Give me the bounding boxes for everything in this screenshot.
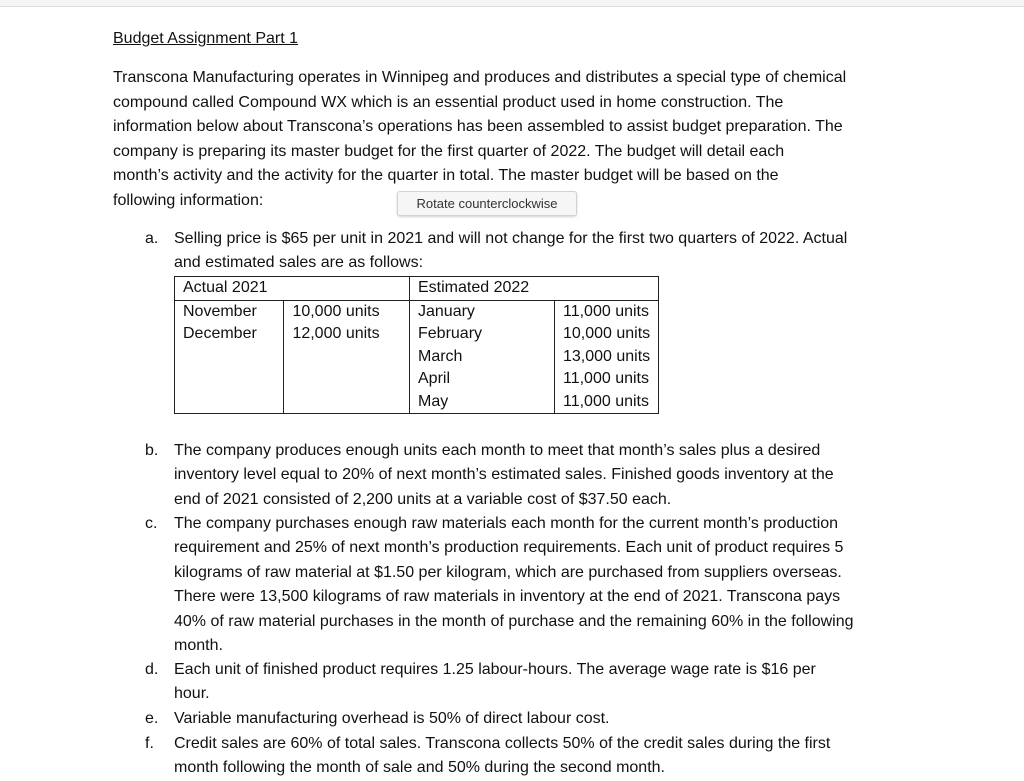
text-line: The company purchases enough raw materials each month for the current month’s production [174,515,839,532]
empty-cell [284,368,410,391]
intro-line: information below about Transcona’s operations has been assembled to assist budget preparation. The [113,118,843,136]
viewer-top-edge [0,0,1024,7]
text-line: Each unit of finished product requires 1.25 labour-hours. The average wage rate is $16 per [174,661,816,678]
actual-2021-header: Actual 2021 [175,277,410,301]
text-line: month following the month of sale and 50% during the second month. [174,759,665,777]
list-item-label: b. [145,442,159,459]
text-line: Credit sales are 60% of total sales. Transcona collects 50% of the credit sales during the first [174,735,831,752]
list-item-text [174,439,834,512]
estimated-month-cell: May [410,391,555,414]
text-line: end of 2021 consisted of 2,200 units at a variable cost of $37.50 each. [174,490,672,508]
list-item-text [174,227,847,276]
text-line: hour. [174,685,210,703]
text-line: The company produces enough units each month to meet that month’s sales plus a desired [174,442,821,459]
estimated-units-cell: 11,000 units [555,391,659,414]
text-line: inventory level equal to 20% of next month’s estimated sales. Finished goods inventory at the [174,466,834,484]
intro-line: month’s activity and the activity for the quarter in total. The master budget will be based on the [113,167,779,185]
actual-units-cell: 10,000 units [284,300,410,323]
text-line: month. [174,637,223,655]
list-item-label: a. [145,230,159,247]
intro-line: following information: [113,191,264,209]
estimated-units-cell: 13,000 units [555,346,659,369]
estimated-month-cell: January [410,300,555,323]
text-line: There were 13,500 kilograms of raw materials in inventory at the end of 2021. Transcona pays [174,588,841,606]
list-item-label: e. [145,710,159,727]
estimated-units-cell: 11,000 units [555,368,659,391]
list-item-text [174,707,610,731]
intro-line: company is preparing its master budget for the first quarter of 2022. The budget will detail each [113,142,785,160]
empty-cell [175,391,284,414]
estimated-units-cell: 11,000 units [555,300,659,323]
text-line: Selling price is $65 per unit in 2021 and will not change for the first two quarters of 2022. Actual [174,230,848,247]
estimated-units-cell: 10,000 units [555,323,659,346]
estimated-month-cell: February [410,323,555,346]
sales-table [174,276,659,414]
empty-cell [284,346,410,369]
list-item-text [174,512,854,658]
text-line: requirement and 25% of next month’s production requirements. Each unit of product requires 5 [174,539,844,557]
list-item-label: f. [145,735,154,752]
estimated-month-cell: March [410,346,555,369]
list-item-label: c. [145,515,158,532]
page-heading: Budget Assignment Part 1 [113,30,298,47]
text-line: and estimated sales are as follows: [174,254,424,272]
text-line: Variable manufacturing overhead is 50% of direct labour cost. [174,710,610,727]
list-item-text [174,658,816,707]
intro-line: compound called Compound WX which is an essential product used in home construction. The [113,93,784,111]
actual-month-cell: December [175,323,284,346]
empty-cell [175,368,284,391]
intro-line: Transcona Manufacturing operates in Winnipeg and produces and distributes a special type of chemical [113,69,847,86]
empty-cell [175,346,284,369]
actual-month-cell: November [175,300,284,323]
text-line: 40% of raw material purchases in the month of purchase and the remaining 60% in the following [174,612,854,630]
empty-cell [284,391,410,414]
text-line: kilograms of raw material at $1.50 per kilogram, which are purchased from suppliers overseas. [174,563,842,581]
rotate-counterclockwise-tooltip: Rotate counterclockwise [397,191,577,216]
list-item-label: d. [145,661,159,678]
list-item-text [174,732,830,781]
estimated-2022-header: Estimated 2022 [410,277,659,301]
estimated-month-cell: April [410,368,555,391]
actual-units-cell: 12,000 units [284,323,410,346]
